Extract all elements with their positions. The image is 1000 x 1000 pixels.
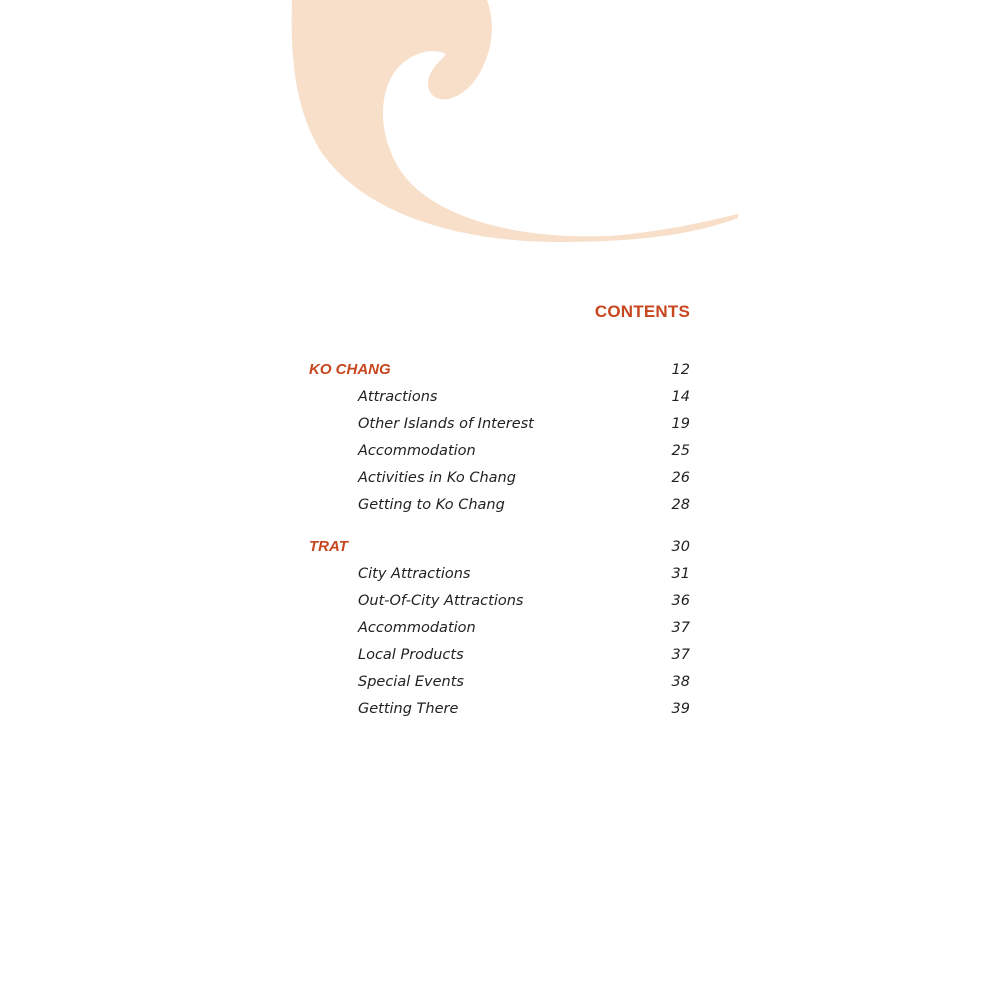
toc-entry-label: Getting to Ko Chang [358,497,505,513]
toc-entry-label: Accommodation [358,443,476,459]
toc-entry[interactable] [309,644,690,666]
toc-entry[interactable] [309,617,690,639]
toc-entry-label: Out-Of-City Attractions [358,593,524,609]
page-number: 37 [671,620,690,636]
section-title: TRAT [309,538,348,555]
toc-entry[interactable] [309,590,690,612]
page-number: 31 [671,566,690,582]
wave-ornament-icon [0,0,1000,260]
page-number: 26 [671,470,690,486]
page-number: 14 [671,389,690,405]
toc-entry[interactable] [309,467,690,489]
section-title: KO CHANG [309,361,391,378]
toc-entry-label: Other Islands of Interest [358,416,534,432]
toc-entry[interactable] [309,494,690,516]
section-heading-row[interactable] [309,359,690,381]
toc-entry-label: Getting There [358,701,459,717]
page-number: 30 [671,539,690,555]
page-number: 39 [671,701,690,717]
toc-entry-label: Activities in Ko Chang [358,470,516,486]
section-heading-row[interactable] [309,536,690,558]
toc-entry[interactable] [309,386,690,408]
toc-entry-label: City Attractions [358,566,471,582]
toc-entry[interactable] [309,671,690,693]
toc-entry[interactable] [309,413,690,435]
page-number: 28 [671,497,690,513]
toc-entry-label: Special Events [358,674,464,690]
page-number: 36 [671,593,690,609]
page-title: CONTENTS [594,302,690,321]
toc-entry[interactable] [309,440,690,462]
toc-entry[interactable] [309,698,690,720]
toc-entry-label: Local Products [358,647,464,663]
page-number: 38 [671,674,690,690]
toc-entry-label: Accommodation [358,620,476,636]
page-number: 19 [671,416,690,432]
page-number: 12 [671,362,690,378]
toc-entry[interactable] [309,563,690,585]
toc-entry-label: Attractions [358,389,438,405]
page-number: 37 [671,647,690,663]
page-number: 25 [671,443,690,459]
